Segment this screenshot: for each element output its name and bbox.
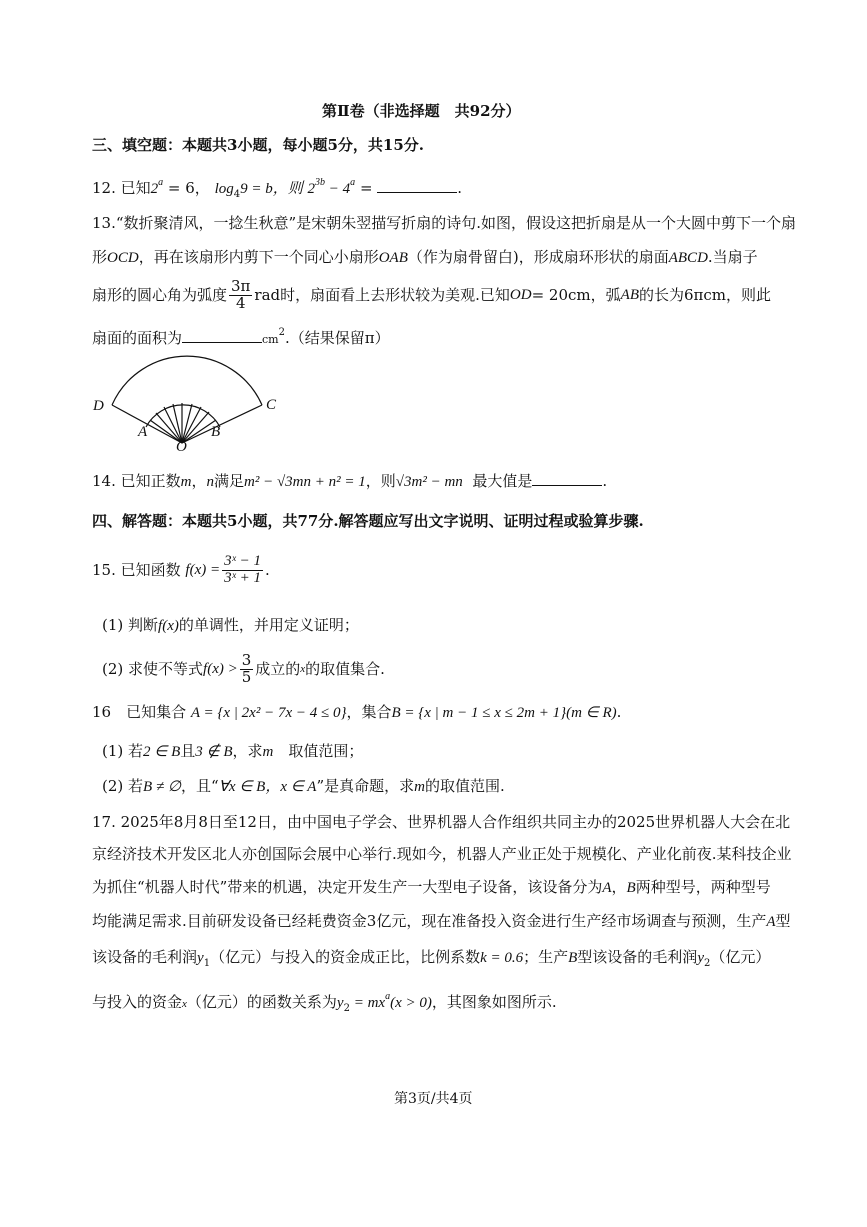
unit-exp: 2 xyxy=(278,327,285,338)
q17-func: y xyxy=(336,995,344,1011)
q12-log-tail: 9 = b，则 xyxy=(240,181,303,197)
q16-text: 的取值范围. xyxy=(424,777,505,795)
q14-text: 最大值是 xyxy=(472,472,533,490)
q12-log-base: 4 xyxy=(233,189,241,200)
q12-expr-exp: a xyxy=(158,177,164,188)
q17-sub: 2 xyxy=(343,1003,350,1014)
q17-var-b: B xyxy=(626,880,636,896)
q16-set-a: A = {x | 2x² − 7x − 4 ≤ 0} xyxy=(190,705,347,721)
q17-var-x: x xyxy=(182,998,187,1010)
q15-text: 的单调性，并用定义证明； xyxy=(178,616,359,634)
q13-line-4 xyxy=(92,322,390,351)
q13-var-ab: AB xyxy=(620,287,639,303)
q16-condition: 3 ∉ B xyxy=(195,744,233,760)
q13-text: .（结果保留π） xyxy=(284,329,390,347)
q13-line-1: 13.“数折聚清风，一捻生秋意”是宋朝朱翌描写折扇的诗句.如图，假设这把折扇是从一个大圆中剪下一个扇 xyxy=(92,214,796,232)
q16-text: ，集合 xyxy=(346,703,392,721)
q17-var-y1: y xyxy=(197,950,204,966)
q14-equation: m² − √3mn + n² = 1 xyxy=(244,474,366,490)
q15-fraction-3-5 xyxy=(240,650,254,686)
q15-function: f(x) = xyxy=(185,562,221,578)
q13-line-2 xyxy=(92,246,758,269)
q12-expr-tail: = 6， xyxy=(163,179,210,197)
q17-text: （亿元）的函数关系为 xyxy=(186,993,337,1011)
q17-var-b: B xyxy=(568,950,578,966)
q12-expr-base: 2 xyxy=(150,181,159,197)
q17-func: = mx xyxy=(349,995,386,1011)
q16-text: ”是真命题，求 xyxy=(316,777,415,795)
q14-text: 14. 已知正数 xyxy=(92,472,181,490)
q17-func: (x > 0) xyxy=(390,995,432,1011)
q12-target-exp: 3b xyxy=(315,177,326,188)
q17-text: （亿元）与投入的资金成正比，比例系数 xyxy=(210,948,481,966)
q17-text: 为抓住“机器人时代”带来的机遇，决定开发生产一大型电子设备，该设备分为 xyxy=(92,878,603,896)
outer-arc xyxy=(112,356,262,405)
q17-text: ，其图象如图所示. xyxy=(431,993,557,1011)
q17-text: 型该设备的毛利润 xyxy=(577,948,698,966)
q17-text: 型 xyxy=(775,912,791,930)
angle-fraction xyxy=(229,276,252,312)
q12-log: log xyxy=(214,181,234,197)
q15-part-1 xyxy=(102,614,359,637)
q13-text: （作为扇骨留白)，形成扇环形状的扇面 xyxy=(407,248,669,266)
fraction-numerator: 3π xyxy=(231,276,251,295)
q16-text: 16 已知集合 xyxy=(92,703,187,721)
page-footer: 第3页/共4页 xyxy=(394,1091,473,1107)
q13-text: rad时，扇面看上去形状较为美观.已知 xyxy=(254,286,510,304)
q17-sup: a xyxy=(385,991,391,1002)
q15-text: 的取值集合. xyxy=(305,660,385,678)
q17-line-3 xyxy=(92,876,771,899)
fraction-numerator: 3 xyxy=(241,650,252,669)
fraction-denominator: 5 xyxy=(241,667,252,686)
inner-arc xyxy=(146,405,220,427)
q17-var-a: A xyxy=(602,880,612,896)
q14-text: ，则 xyxy=(365,472,396,490)
q14-text: 满足 xyxy=(213,472,244,490)
q16-var-m: m xyxy=(262,744,274,760)
fraction-denominator: 3ˣ + 1 xyxy=(224,569,261,586)
answer-blank[interactable] xyxy=(377,178,457,193)
q15-function: f(x) xyxy=(158,618,179,634)
q13-text: 扇形的圆心角为弧度 xyxy=(92,286,228,304)
q17-line-6 xyxy=(92,986,557,1020)
q12-target-exp2: a xyxy=(350,177,356,188)
q15-part-2 xyxy=(102,646,385,692)
q16-end: . xyxy=(616,703,622,721)
q16-text: ，求 xyxy=(232,742,263,760)
q15-text: (1) 判断 xyxy=(102,616,159,634)
q16-text: 取值范围； xyxy=(273,742,364,760)
q17-var-y2: y xyxy=(697,950,704,966)
q12-number: 12. xyxy=(92,179,116,197)
q16-set-b: B = {x | m − 1 ≤ x ≤ 2m + 1}(m ∈ R) xyxy=(391,705,617,721)
q14-var-m: m xyxy=(180,474,192,490)
q15-text: 15. 已知函数 xyxy=(92,561,181,579)
section-3-heading: 三、填空题：本题共3小题，每小题5分，共15分. xyxy=(92,136,424,154)
q12-end: . xyxy=(457,179,463,197)
q14-var-n: n xyxy=(206,474,214,490)
label-d: D xyxy=(93,398,104,414)
q17-sub: 2 xyxy=(703,958,711,969)
fraction-denominator: 4 xyxy=(235,293,246,312)
q15-text: 成立的 xyxy=(255,660,301,678)
q13-text: 扇面的面积为 xyxy=(92,329,183,347)
q16-text: 且 xyxy=(180,742,196,760)
q17-text: 均能满足需求.目前研发设备已经耗费资金3亿元，现在准备投入资金进行生产经市场调查与预测，生产 xyxy=(92,912,767,930)
q15-end: . xyxy=(264,561,270,579)
q17-var-a: A xyxy=(766,914,776,930)
q14-end: . xyxy=(602,472,608,490)
question-15 xyxy=(92,545,270,595)
label-b: B xyxy=(211,424,221,440)
q13-text: 形 xyxy=(92,248,108,266)
q17-text: 两种型号，两种型号 xyxy=(635,878,771,896)
question-16 xyxy=(92,701,621,724)
q17-line-4 xyxy=(92,910,791,933)
label-a: A xyxy=(138,424,148,440)
q16-condition: ∀x ∈ B，x ∈ A xyxy=(218,779,317,795)
label-o: O xyxy=(176,439,187,455)
q13-var-od: OD xyxy=(509,287,532,303)
edge-oc xyxy=(182,405,262,443)
q17-line-5 xyxy=(92,946,770,975)
q16-text: ，且“ xyxy=(181,777,219,795)
q17-line-2: 京经济技术开发区北人亦创国际会展中心举行.现如今，机器人产业正处于规模化、产业化前夜.某科技企业 xyxy=(92,845,792,863)
q13-line-3 xyxy=(92,270,771,320)
q16-part-1 xyxy=(102,740,363,763)
q17-sub: 1 xyxy=(203,958,211,969)
q16-part-2 xyxy=(102,775,505,798)
question-14 xyxy=(92,470,607,493)
q13-var-ocd: OCD xyxy=(107,250,139,266)
q13-text: .当扇子 xyxy=(707,248,758,266)
q17-text: ， xyxy=(611,878,627,896)
fraction-numerator: 3ˣ − 1 xyxy=(224,552,261,569)
q15-text: (2) 求使不等式 xyxy=(102,660,204,678)
q17-text: ；生产 xyxy=(523,948,569,966)
q16-text: (2) 若 xyxy=(102,777,144,795)
q15-var-x: x xyxy=(300,663,306,675)
q17-text: 与投入的资金 xyxy=(92,993,183,1011)
q17-text: 该设备的毛利润 xyxy=(92,948,198,966)
answer-blank[interactable] xyxy=(532,471,602,486)
q12-target-tail: = xyxy=(355,179,373,197)
q13-text: 的长为6πcm，则此 xyxy=(638,286,772,304)
section-title: 第Ⅱ卷（非选择题 共92分） xyxy=(322,102,521,120)
section-4-heading: 四、解答题：本题共5小题，共77分.解答题应写出文字说明、证明过程或验算步骤. xyxy=(92,512,644,530)
q13-text: = 20cm，弧 xyxy=(531,286,621,304)
q16-condition: B ≠ ∅ xyxy=(143,779,181,795)
q13-text: ，再在该扇形内剪下一个同心小扇形 xyxy=(138,248,379,266)
fan-diagram xyxy=(88,350,288,455)
q13-var-oab: OAB xyxy=(378,250,408,266)
q17-text: （亿元） xyxy=(710,948,771,966)
q14-text: ， xyxy=(191,472,207,490)
q15-inequality: f(x) > xyxy=(203,661,238,677)
question-12 xyxy=(92,172,462,206)
q17-line-1: 17. 2025年8月8日至12日，由中国电子学会、世界机器人合作组织共同主办的2025世界机器人大会在北 xyxy=(92,813,791,831)
fan-ribs xyxy=(150,403,216,443)
q15-fraction xyxy=(222,554,263,587)
q12-target-base: 2 xyxy=(307,181,316,197)
q16-text: (1) 若 xyxy=(102,742,144,760)
unit-cm: cm xyxy=(262,333,279,346)
q16-var-m: m xyxy=(414,779,425,795)
q12-target-mid: − 4 xyxy=(325,181,351,197)
q16-condition: 2 ∈ B xyxy=(143,744,181,760)
q17-coef: k = 0.6 xyxy=(480,950,524,966)
answer-blank[interactable] xyxy=(182,328,262,343)
q12-text: 已知 xyxy=(120,179,151,197)
q14-expression: √3m² − mn xyxy=(395,474,463,490)
q13-var-abcd: ABCD xyxy=(668,250,708,266)
label-c: C xyxy=(266,397,277,413)
